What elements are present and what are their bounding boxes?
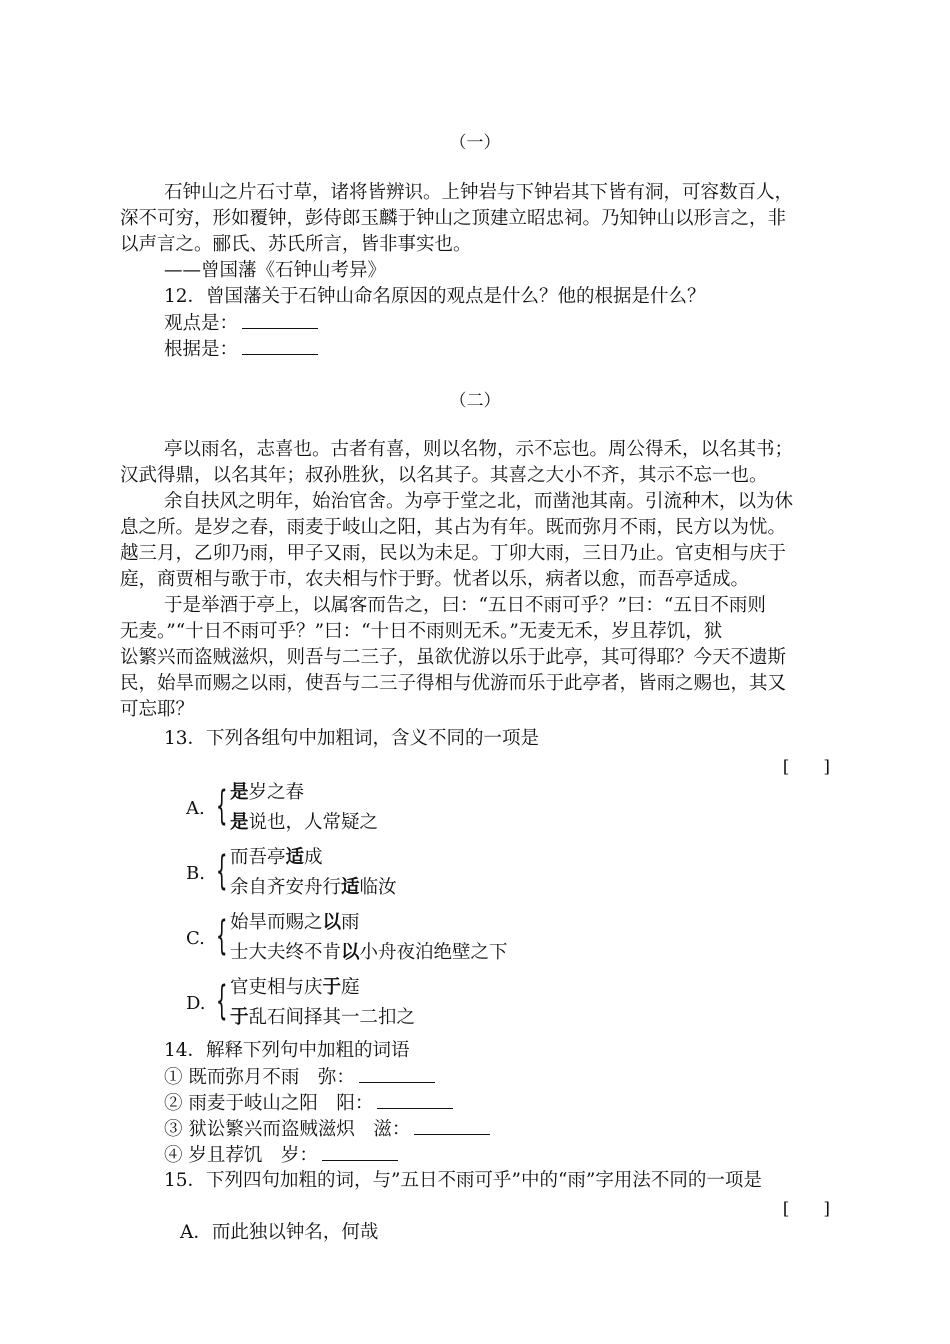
viewpoint-answer-blank[interactable] xyxy=(242,310,318,329)
answer-blank[interactable] xyxy=(377,1090,453,1109)
question-13: 13．下列各组句中加粗词，含义不同的一项是 xyxy=(164,728,540,749)
option-b-line2: 余自齐安舟行适临汝 xyxy=(230,877,397,898)
paragraph-line: 以声言之。郦氏、苏氏所言，皆非事实也。 xyxy=(120,234,472,255)
paragraph-line: 深不可穷，形如覆钟，彭侍郎玉麟于钟山之顶建立昭忠祠。乃知钟山以形言之，非 xyxy=(120,208,787,229)
basis-answer-blank[interactable] xyxy=(242,336,318,355)
option-c-line2: 士大夫终不肯以小舟夜泊绝壁之下 xyxy=(230,942,508,963)
q14-item-3: ③ 狱讼繁兴而盗贼滋炽 滋： xyxy=(164,1116,490,1143)
option-label-a: A. xyxy=(186,798,205,819)
q15-option-a: A．而此独以钟名，何哉 xyxy=(180,1222,379,1243)
option-b-line1: 而吾亭适成 xyxy=(230,847,323,868)
brace-icon: { xyxy=(216,978,228,1024)
answer-bracket-15[interactable]: [ ] xyxy=(782,1199,830,1219)
paragraph-line: 石钟山之片石寸草，诸将皆辨识。上钟岩与下钟岩其下皆有洞，可容数百人， xyxy=(164,182,794,203)
question-12: 12．曾国藩关于石钟山命名原因的观点是什么？他的根据是什么？ xyxy=(164,286,706,307)
section-heading-2: （二） xyxy=(449,391,501,411)
paragraph-line: 息之所。是岁之春，雨麦于岐山之阳，其占为有年。既而弥月不雨，民方以为忧。 xyxy=(120,517,787,538)
option-d-line1: 官吏相与庆于庭 xyxy=(230,977,360,998)
bold-word: 适 xyxy=(341,877,360,898)
paragraph-line: 越三月，乙卯乃雨，甲子又雨，民以为未足。丁卯大雨，三日乃止。官吏相与庆于 xyxy=(120,543,787,564)
paragraph-line: 讼繁兴而盗贼滋炽，则吾与二三子，虽欲优游以乐于此亭，其可得耶？今天不遗斯 xyxy=(120,647,787,668)
option-a-line1: 是岁之春 xyxy=(230,782,305,803)
paragraph-line: 汉武得鼎，以名其年；叔孙胜狄，以名其子。其喜之大小不齐，其示不忘一也。 xyxy=(120,465,768,486)
basis-label: 根据是： xyxy=(164,339,239,360)
viewpoint-label: 观点是： xyxy=(164,313,239,334)
bold-word: 是 xyxy=(230,812,249,833)
bold-word: 以 xyxy=(341,942,360,963)
bold-word: 于 xyxy=(230,1007,249,1028)
paragraph-line: 民，始旱而赐之以雨，使吾与二三子得相与优游而乐于此亭者，皆雨之赐也，其又 xyxy=(120,673,787,694)
source-citation: ——曾国藩《石钟山考异》 xyxy=(164,260,387,281)
paragraph-line: 余自扶风之明年，始治官舍。为亭于堂之北，而凿池其南。引流种木，以为休 xyxy=(164,491,794,512)
paragraph-line: 无麦。”“十日不雨可乎？”曰：“十日不雨则无禾。”无麦无禾，岁且荐饥，狱 xyxy=(120,621,723,642)
paragraph-line: 亭以雨名，志喜也。古者有喜，则以名物，示不忘也。周公得禾，以名其书； xyxy=(164,439,794,460)
option-label-b: B. xyxy=(186,863,205,884)
question-15: 15．下列四句加粗的词，与”五日不雨可乎”中的“雨”字用法不同的一项是 xyxy=(164,1170,762,1191)
section-heading-1: （一） xyxy=(449,133,501,153)
brace-icon: { xyxy=(216,913,228,959)
basis-row xyxy=(164,336,318,363)
bold-word: 适 xyxy=(285,847,305,868)
option-a-line2: 是说也，人常疑之 xyxy=(230,812,379,833)
answer-blank[interactable] xyxy=(359,1064,435,1083)
paragraph-line: 于是举酒于亭上，以属客而告之，曰：“五日不雨可乎？”曰：“五日不雨则 xyxy=(164,595,766,616)
brace-icon: { xyxy=(216,848,228,894)
brace-icon: { xyxy=(216,783,228,829)
option-d-line2: 于乱石间择其一二扣之 xyxy=(230,1007,416,1028)
bold-word: 于 xyxy=(322,977,342,998)
bold-word: 以 xyxy=(322,912,342,933)
q14-item-2: ② 雨麦于岐山之阳 阳： xyxy=(164,1090,453,1117)
viewpoint-row xyxy=(164,310,318,337)
answer-blank[interactable] xyxy=(322,1142,398,1161)
bold-word: 是 xyxy=(230,782,249,803)
answer-blank[interactable] xyxy=(414,1116,490,1135)
question-14: 14．解释下列句中加粗的词语 xyxy=(164,1040,410,1061)
option-label-c: C. xyxy=(186,928,205,949)
q14-item-4: ④ 岁且荐饥 岁： xyxy=(164,1142,398,1169)
option-c-line1: 始旱而赐之以雨 xyxy=(230,912,360,933)
paragraph-line: 可忘耶？ xyxy=(120,699,195,720)
option-label-d: D. xyxy=(186,993,206,1014)
q14-item-1: ① 既而弥月不雨 弥： xyxy=(164,1064,435,1091)
answer-bracket-13[interactable]: [ ] xyxy=(782,757,830,777)
paragraph-line: 庭，商贾相与歌于市，农夫相与忭于野。忧者以乐，病者以愈，而吾亭适成。 xyxy=(120,569,750,590)
